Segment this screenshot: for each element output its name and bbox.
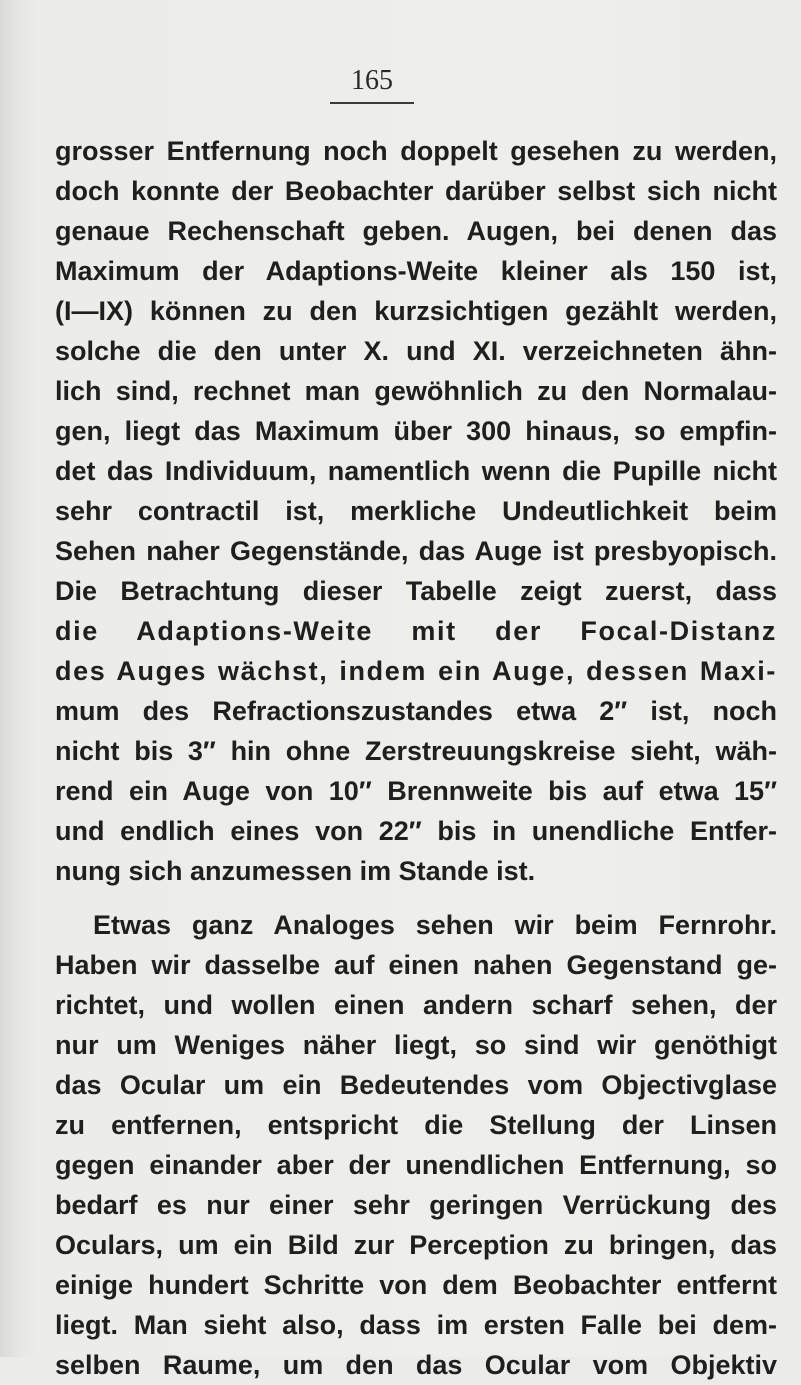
text-line: (I—IX) können zu den kurzsichtigen gezählt werden,	[55, 296, 777, 326]
body-text	[55, 131, 777, 1385]
text-line: Haben wir dasselbe auf einen nahen Gegenstand ge-	[55, 950, 777, 980]
text-line: liegt. Man sieht also, dass im ersten Falle bei dem-	[55, 1310, 777, 1340]
text-line: Oculars, um ein Bild zur Perception zu bringen, das	[55, 1230, 777, 1260]
text-line: grosser Entfernung noch doppelt gesehen zu werden,	[55, 136, 777, 166]
paragraph-gap	[55, 891, 777, 905]
header-rule	[330, 102, 414, 104]
paragraph-1	[55, 131, 777, 891]
text-line: genaue Rechenschaft geben. Augen, bei denen das	[55, 216, 777, 246]
text-line: Die Betrachtung dieser Tabelle zeigt zuerst, dass	[55, 576, 777, 606]
text-line: bedarf es nur einer sehr geringen Verrückung des	[55, 1190, 777, 1220]
text-line: mum des Refractionszustandes etwa 2″ ist, noch	[55, 696, 777, 726]
text-line: doch konnte der Beobachter darüber selbst sich nicht	[55, 176, 777, 206]
text-line: gen, liegt das Maximum über 300 hinaus, so empfin-	[55, 416, 777, 446]
text-line: richtet, und wollen einen andern scharf sehen, der	[55, 990, 777, 1020]
text-line: das Ocular um ein Bedeutendes vom Objectivglase	[55, 1070, 777, 1100]
text-line: rend ein Auge von 10″ Brennweite bis auf etwa 15″	[55, 776, 777, 806]
paragraph-2	[55, 905, 777, 1385]
text-line-emphasis: des Auges wächst, indem ein Auge, dessen Maxi-	[55, 656, 777, 686]
text-line: lich sind, rechnet man gewöhnlich zu den Normalau-	[55, 376, 777, 406]
text-line: nur um Weniges näher liegt, so sind wir genöthigt	[55, 1030, 777, 1060]
page-number: 165	[351, 65, 393, 96]
text-line: einige hundert Schritte von dem Beobachter entfernt	[55, 1270, 777, 1300]
text-line: selben Raume, um den das Ocular vom Objektiv	[55, 1350, 777, 1380]
text-line: det das Individuum, namentlich wenn die Pupille nicht	[55, 456, 777, 486]
text-line-emphasis: die Adaptions-Weite mit der Focal-Distanz	[55, 616, 777, 646]
text-line: und endlich eines von 22″ bis in unendliche Entfer-	[55, 816, 777, 846]
text-line: Sehen naher Gegenstände, das Auge ist presbyopisch.	[55, 536, 777, 566]
text-line: sehr contractil ist, merkliche Undeutlichkeit beim	[55, 496, 777, 526]
text-line: nicht bis 3″ hin ohne Zerstreuungskreise sieht, wäh-	[55, 736, 777, 766]
text-line: gegen einander aber der unendlichen Entfernung, so	[55, 1150, 777, 1180]
text-line: solche die den unter X. und XI. verzeichneten ähn-	[55, 336, 777, 366]
text-line: Etwas ganz Analoges sehen wir beim Fernrohr.	[93, 910, 777, 940]
text-line: zu entfernen, entspricht die Stellung der Linsen	[55, 1110, 777, 1140]
text-line: Maximum der Adaptions-Weite kleiner als 150 ist,	[55, 256, 777, 286]
text-line: nung sich anzumessen im Stande ist.	[55, 856, 536, 886]
